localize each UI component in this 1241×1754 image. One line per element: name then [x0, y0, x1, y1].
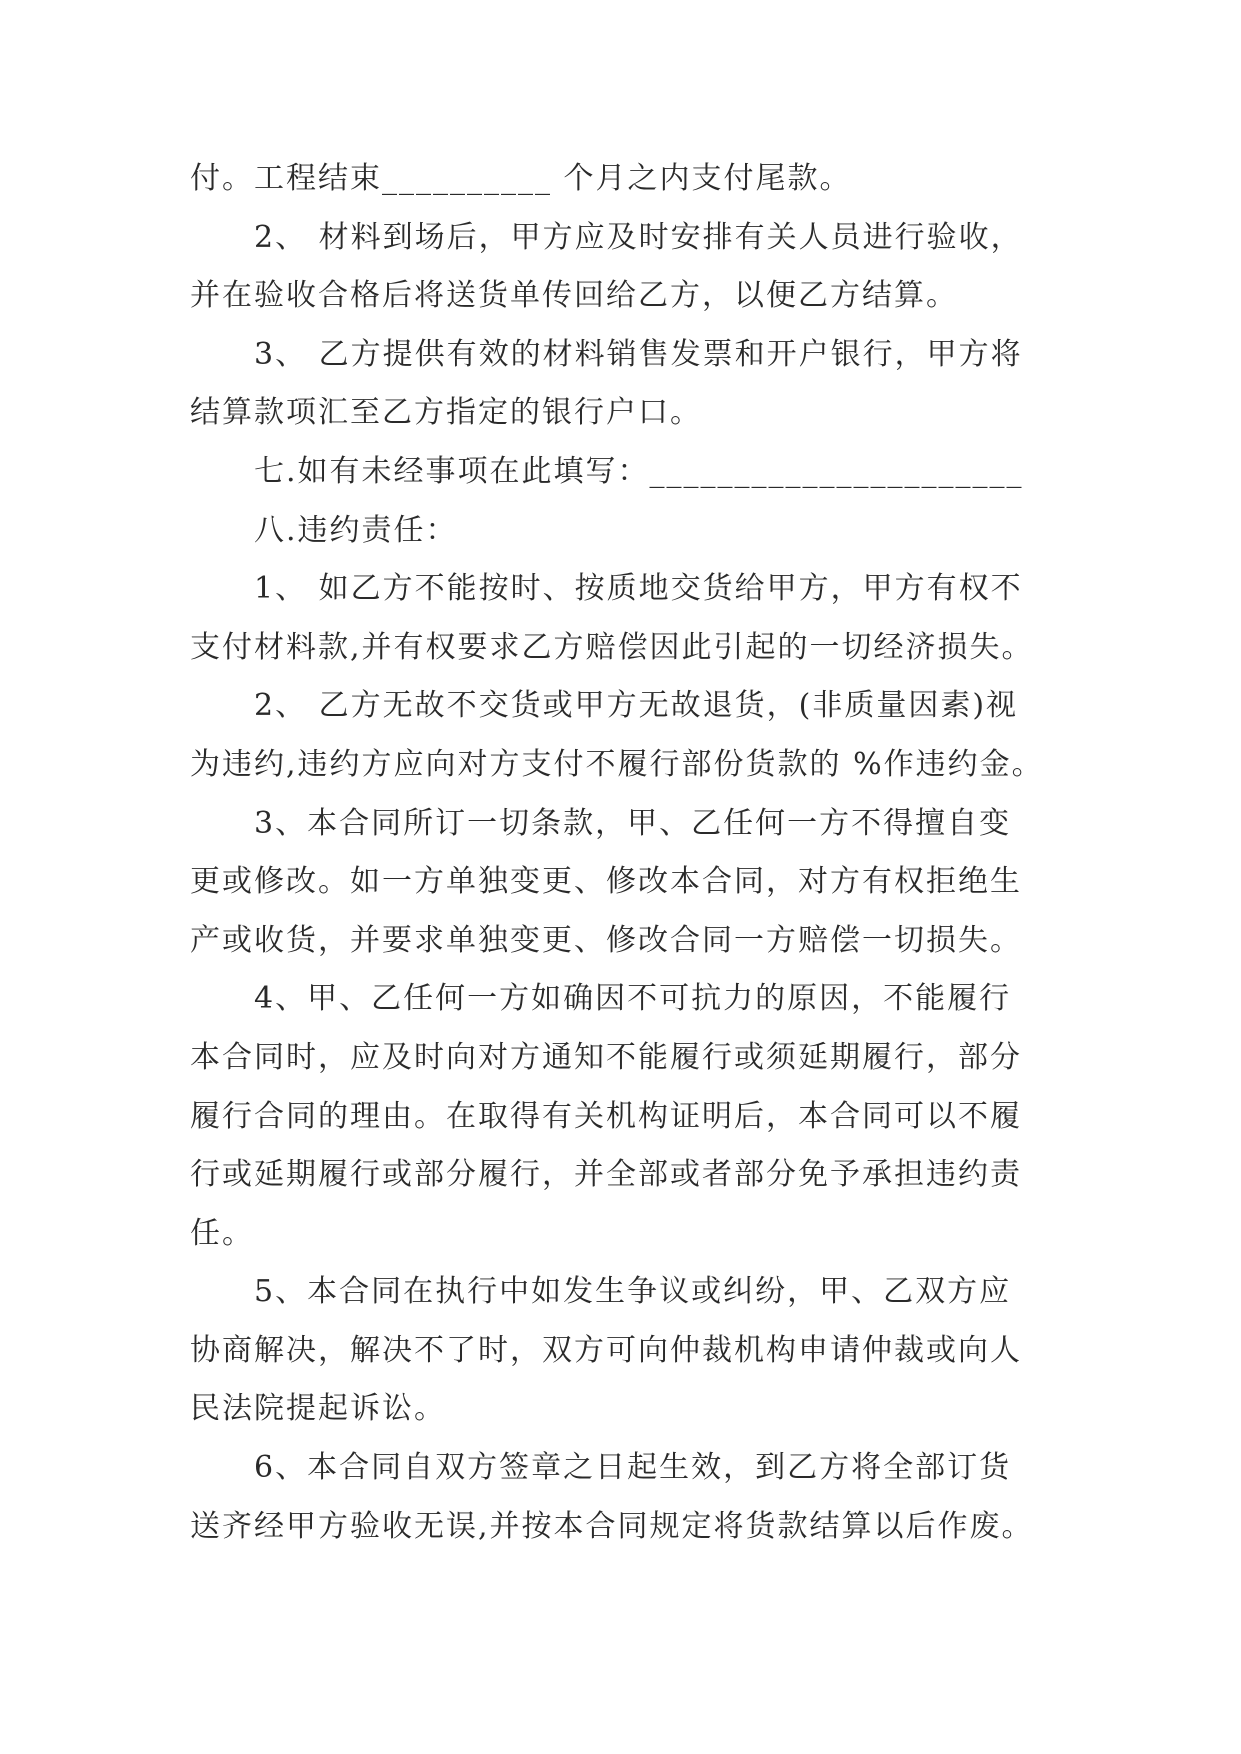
- contract-text: [190, 150, 1070, 1556]
- text-line: 5、本合同在执行中如发生争议或纠纷，甲、乙双方应: [254, 1274, 1012, 1310]
- text-line: 2、 乙方无故不交货或甲方无故退货，(非质量因素)视: [254, 688, 1019, 724]
- text-line: 本合同时，应及时向对方通知不能履行或须延期履行，部分: [190, 1039, 1022, 1075]
- text-line: 付。工程结束__________ 个月之内支付尾款。: [190, 161, 852, 196]
- text-line: 任。: [190, 1215, 254, 1251]
- text-line: 协商解决，解决不了时，双方可向仲裁机构申请仲裁或向人: [190, 1332, 1022, 1368]
- text-line: 七.如有未经事项在此填写：______________________: [254, 453, 1024, 489]
- text-line: 更或修改。如一方单独变更、修改本合同，对方有权拒绝生: [190, 864, 1022, 900]
- text-line: 1、 如乙方不能按时、按质地交货给甲方，甲方有权不: [254, 571, 1023, 607]
- text-line: 八.违约责任：: [254, 512, 458, 548]
- text-line: 产或收货，并要求单独变更、修改合同一方赔偿一切损失。: [190, 922, 1022, 958]
- text-line: 4、甲、乙任何一方如确因不可抗力的原因，不能履行: [254, 981, 1012, 1017]
- text-line: 民法院提起诉讼。: [190, 1391, 446, 1427]
- text-line: 支付材料款,并有权要求乙方赔偿因此引起的一切经济损失。: [190, 629, 1034, 665]
- text-line: 2、 材料到场后，甲方应及时安排有关人员进行验收，: [254, 219, 1023, 255]
- text-line: 3、本合同所订一切条款，甲、乙任何一方不得擅自变: [254, 805, 1012, 841]
- text-line: 送齐经甲方验收无误,并按本合同规定将货款结算以后作废。: [190, 1508, 1034, 1544]
- text-line: 并在验收合格后将送货单传回给乙方，以便乙方结算。: [190, 278, 958, 314]
- text-line: 结算款项汇至乙方指定的银行户口。: [190, 395, 702, 431]
- text-line: 6、本合同自双方签章之日起生效，到乙方将全部订货: [254, 1450, 1012, 1486]
- text-line: 履行合同的理由。在取得有关机构证明后，本合同可以不履: [190, 1098, 1022, 1134]
- text-line: 行或延期履行或部分履行，并全部或者部分免予承担违约责: [190, 1157, 1022, 1193]
- text-line: 3、 乙方提供有效的材料销售发票和开户银行，甲方将: [254, 336, 1023, 372]
- text-line: 为违约,违约方应向对方支付不履行部份货款的 %作违约金。: [190, 746, 1044, 782]
